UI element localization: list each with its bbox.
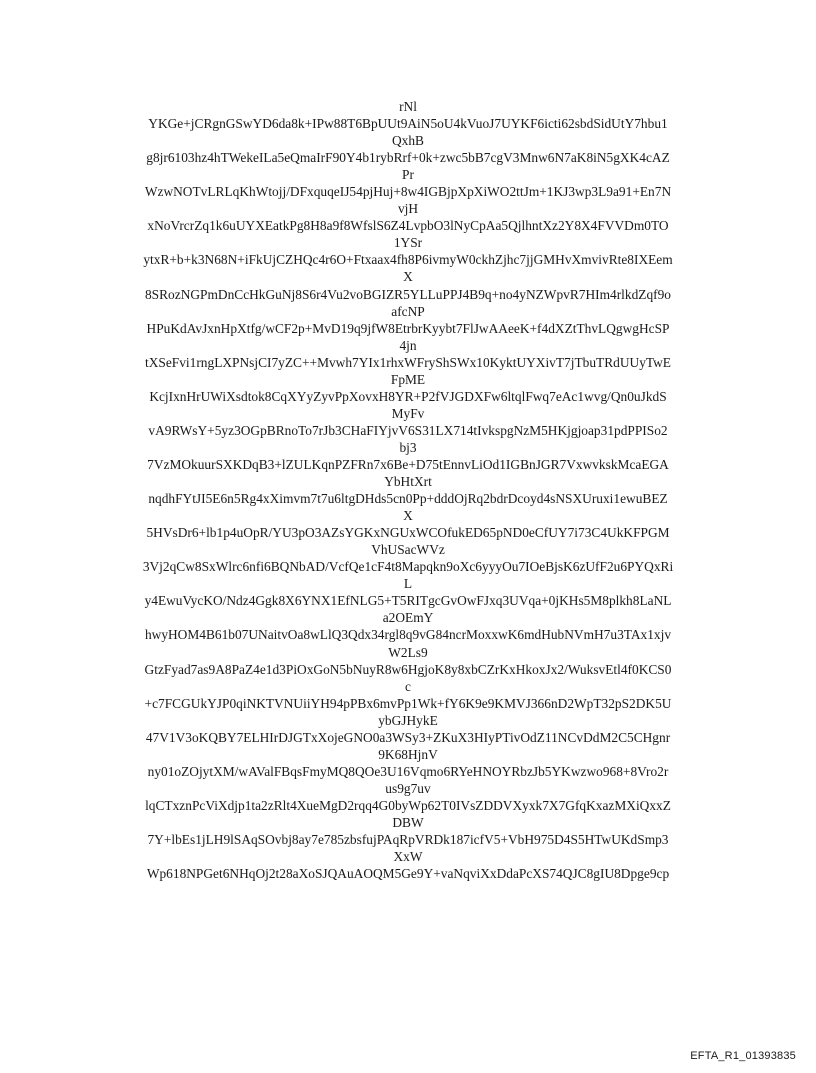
text-line: +c7FCGUkYJP0qiNKTVNUiiYH94pPBx6mvPp1Wk+fY6K9e9KMVJ366nD2WpT32pS2DK5U bbox=[144, 695, 672, 711]
text-line: Pr bbox=[402, 167, 414, 183]
document-id-footer: EFTA_R1_01393835 bbox=[690, 1050, 796, 1062]
text-line: DBW bbox=[392, 814, 424, 830]
text-line: ny01oZOjytXM/wAValFBqsFmyMQ8QOe3U16Vqmo6RYeHNOYRbzJb5YKwzwo968+8Vro2r bbox=[147, 763, 669, 779]
text-line: rNl bbox=[399, 99, 417, 114]
text-line: 4jn bbox=[399, 337, 417, 353]
text-line: L bbox=[403, 576, 413, 592]
text-line: 1YSr bbox=[393, 235, 423, 251]
text-line: y4EwuVycKO/Ndz4Ggk8X6YNX1EfNLG5+T5RITgcGvOwFJxq3UVqa+0jKHs5M8plkh8LaNL bbox=[144, 593, 672, 609]
text-line: VhUSacWVz bbox=[371, 542, 445, 558]
text-line: WzwNOTvLRLqKhWtojj/DFxquqeIJ54pjHuj+8w4IGBjpXpXiWO2ttJm+1KJ3wp3L9a91+En7N bbox=[144, 184, 672, 200]
text-line: YKGe+jCRgnGSwYD6da8k+IPw88T6BpUUt9AiN5oU4kVuoJ7UYKF6icti62sbdSidUtY7hbu1 bbox=[148, 116, 668, 132]
text-line: 3Vj2qCw8SxWlrc6nfi6BQNbAD/VcfQe1cF4t8Mapqkn9oXc6yyyOu7IOeBjsK6zUfF2u6PYQxRi bbox=[142, 559, 674, 575]
text-line: 7Y+lbEs1jLH9lSAqSOvbj8ay7e785zbsfujPAqRpVRDk187icfV5+VbH975D4S5HTwUKdSmp3 bbox=[147, 832, 669, 848]
text-line: FpME bbox=[390, 371, 426, 387]
text-line: MyFv bbox=[391, 405, 425, 421]
encoded-text-block bbox=[58, 98, 758, 882]
text-line: 5HVsDr6+lb1p4uOpR/YU3pO3AZsYGKxNGUxWCOfukED65pND0eCfUY7i73C4UkKFPGM bbox=[146, 525, 670, 541]
text-line: xNoVrcrZq1k6uUYXEatkPg8H8a9f8WfslS6Z4LvpbO3lNyCpAa5QjlhntXz2Y8X4FVVDm0TO bbox=[147, 218, 669, 234]
text-line: W2Ls9 bbox=[388, 644, 428, 660]
text-line: a2OEmY bbox=[382, 610, 434, 626]
text-line: 47V1V3oKQBY7ELHIrDJGTxXojeGNO0a3WSy3+ZKuX3HIyPTivOdZ11NCvDdM2C5CHgnr bbox=[145, 729, 671, 745]
text-line: us9g7uv bbox=[385, 780, 431, 796]
text-line: Wp618NPGet6NHqOj2t28aXoSJQAuAOQM5Ge9Y+vaNqviXxDdaPcXS74QJC8gIU8Dpge9cp bbox=[146, 866, 670, 882]
text-line: X bbox=[403, 269, 413, 285]
text-line: bj3 bbox=[399, 439, 417, 455]
text-line: 7VzMOkuurSXKDqB3+lZULKqnPZFRn7x6Be+D75tEnnvLiOd1IGBnJGR7VxwvkskMcaEGA bbox=[147, 456, 669, 472]
text-line: vjH bbox=[397, 201, 419, 217]
text-line: 9K68HjnV bbox=[378, 746, 438, 762]
text-line: 8SRozNGPmDnCcHkGuNj8S6r4Vu2voBGIZR5YLLuPPJ4B9q+no4yNZWpvR7HIm4rlkdZqf9o bbox=[144, 286, 671, 302]
text-line: lqCTxznPcViXdjp1ta2zRlt4XueMgD2rqq4G0byWp62T0IVsZDDVXyxk7X7GfqKxazMXiQxxZ bbox=[145, 797, 671, 813]
text-line: YbHtXrt bbox=[384, 474, 432, 490]
text-line: afcNP bbox=[391, 303, 425, 319]
text-line: GtzFyad7as9A8PaZ4e1d3PiOxGoN5bNuyR8w6HgjoK8y8xbCZrKxHkoxJx2/WuksvEtl4f0KCS0 bbox=[144, 661, 672, 677]
text-line: g8jr6103hz4hTWekeILa5eQmaIrF90Y4b1rybRrf+0k+zwc5bB7cgV3Mnw6N7aK8iN5gXK4cAZ bbox=[146, 150, 670, 166]
text-line: HPuKdAvJxnHpXtfg/wCF2p+MvD19q9jfW8EtrbrKyybt7FlJwAAeeK+f4dXZtThvLQgwgHcSP bbox=[146, 320, 670, 336]
text-line: nqdhFYtJI5E6n5Rg4xXimvm7t7u6ltgDHds5cn0Pp+dddOjRq2bdrDcoyd4sNSXUruxi1ewuBEZ bbox=[148, 491, 668, 507]
text-line: ytxR+b+k3N68N+iFkUjCZHQc4r6O+Ftxaax4fh8P6ivmyW0ckhZjhc7jjGMHvXmvivRte8IXEem bbox=[143, 252, 673, 268]
text-line: tXSeFvi1rngLXPNsjCI7yZC++Mvwh7YIx1rhxWFryShSWx10KyktUYXivT7jTbuTRdUUyTwE bbox=[145, 354, 671, 370]
text-line: KcjIxnHrUWiXsdtok8CqXYyZyvPpXovxH8YR+P2fVJGDXFw6ltqlFwq7eAc1wvg/Qn0uJkdS bbox=[149, 388, 667, 404]
text-line: vA9RWsY+5yz3OGpBRnoTo7rJb3CHaFIYjvV6S31LX714tIvkspgNzM5HKjgjoap31pdPPISo2 bbox=[148, 422, 668, 438]
text-line: c bbox=[405, 678, 411, 694]
text-line: QxhB bbox=[392, 133, 424, 149]
text-line: X bbox=[403, 508, 413, 524]
text-line: hwyHOM4B61b07UNaitvOa8wLlQ3Qdx34rgl8q9vG84ncrMoxxwK6mdHubNVmH7u3TAx1xjv bbox=[144, 627, 672, 643]
text-line: XxW bbox=[393, 849, 423, 865]
text-line: ybGJHykE bbox=[378, 712, 438, 728]
